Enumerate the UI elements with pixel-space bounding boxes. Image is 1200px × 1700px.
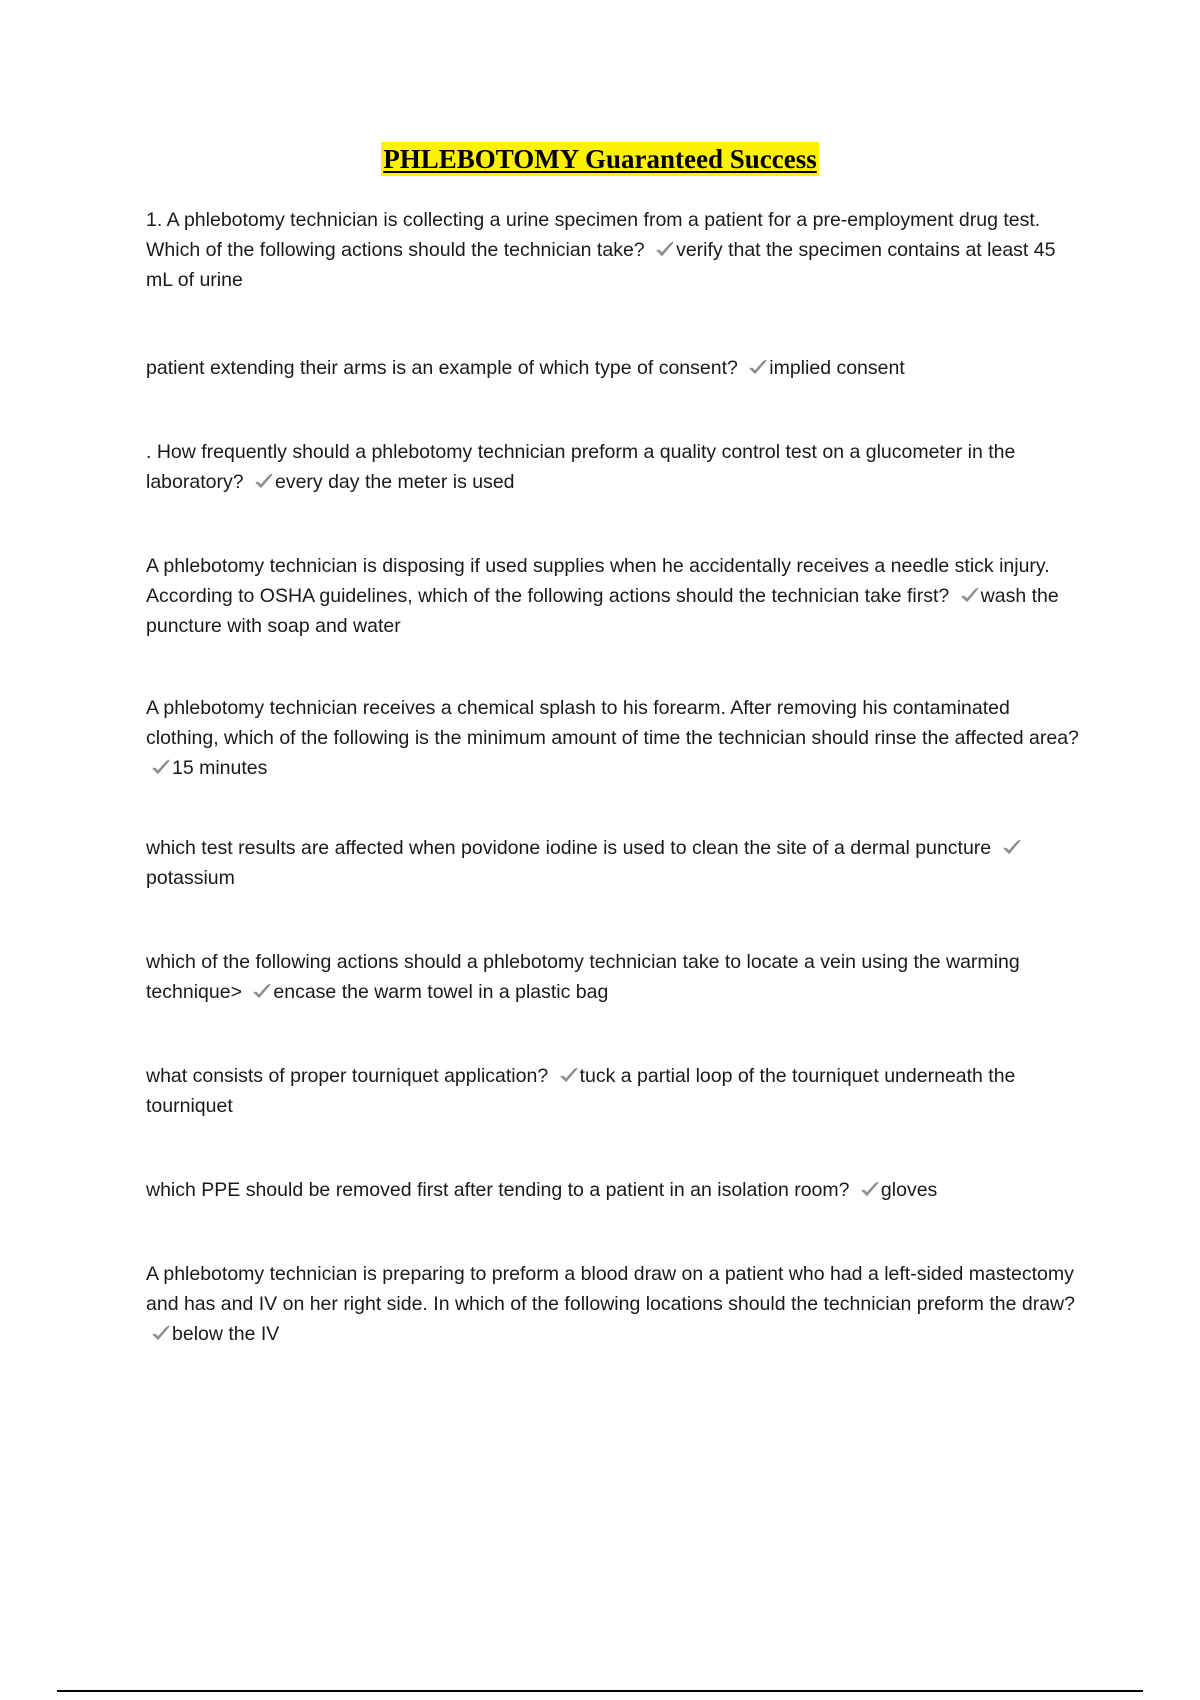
question-text: what consists of proper tourniquet application? bbox=[146, 1065, 549, 1087]
answer-text: below the IV bbox=[172, 1323, 280, 1345]
qa-item bbox=[146, 1061, 1086, 1121]
qa-item bbox=[146, 1259, 1086, 1349]
title-wrap bbox=[0, 142, 1200, 176]
check-badge-icon bbox=[150, 757, 172, 777]
check-badge-icon bbox=[253, 471, 275, 491]
answer-text: tuck a partial loop of the tourniquet underneath the tourniquet bbox=[146, 1065, 1016, 1117]
question-text: which test results are affected when povidone iodine is used to clean the site of a dermal puncture bbox=[146, 837, 992, 859]
check-badge-icon bbox=[654, 239, 676, 259]
answer-text: encase the warm towel in a plastic bag bbox=[273, 981, 609, 1003]
answer-text: potassium bbox=[146, 867, 235, 889]
page-bottom-rule bbox=[57, 1690, 1143, 1692]
qa-item bbox=[146, 353, 1086, 383]
document-title: PHLEBOTOMY Guaranteed Success bbox=[383, 144, 817, 174]
answer-text: implied consent bbox=[769, 357, 905, 379]
check-badge-icon bbox=[558, 1065, 580, 1085]
question-text: 1. A phlebotomy technician is collecting a urine specimen from a patient for a pre-employment drug test. Which of the following actions should the technician take? bbox=[146, 209, 1041, 261]
question-text: patient extending their arms is an example of which type of consent? bbox=[146, 357, 738, 379]
question-text: . How frequently should a phlebotomy technician preform a quality control test on a glucometer in the laboratory? bbox=[146, 441, 1016, 493]
answer-text: gloves bbox=[880, 1179, 938, 1201]
qa-item bbox=[146, 947, 1086, 1007]
question-text: which PPE should be removed first after tending to a patient in an isolation room? bbox=[146, 1179, 850, 1201]
answer-text: 15 minutes bbox=[172, 757, 268, 779]
check-badge-icon bbox=[150, 1323, 172, 1343]
question-text: A phlebotomy technician is preparing to preform a blood draw on a patient who had a left-sided mastectomy and has and IV on her right side. In which of the following locations should the technician preform the draw? bbox=[146, 1263, 1075, 1315]
check-badge-icon bbox=[251, 981, 273, 1001]
question-text: which of the following actions should a phlebotomy technician take to locate a vein using the warming technique> bbox=[146, 951, 1020, 1003]
qa-item bbox=[146, 551, 1086, 641]
check-badge-icon bbox=[747, 357, 769, 377]
question-text: A phlebotomy technician is disposing if used supplies when he accidentally receives a needle stick injury. According to OSHA guidelines, which of the following actions should the technician take first? bbox=[146, 555, 1050, 607]
qa-item bbox=[146, 833, 1086, 893]
answer-text: every day the meter is used bbox=[274, 471, 515, 493]
answer-text: wash the puncture with soap and water bbox=[146, 585, 1059, 637]
qa-item bbox=[146, 1175, 1086, 1205]
check-badge-icon bbox=[959, 585, 981, 605]
question-text: A phlebotomy technician receives a chemical splash to his forearm. After removing his contaminated clothing, which of the following is the minimum amount of time the technician should rinse the affected area? bbox=[146, 697, 1079, 749]
check-badge-icon bbox=[859, 1179, 881, 1199]
answer-text: verify that the specimen contains at least 45 mL of urine bbox=[146, 239, 1056, 291]
qa-item bbox=[146, 437, 1086, 497]
qa-item bbox=[146, 693, 1086, 783]
check-badge-icon bbox=[1001, 837, 1023, 857]
qa-item bbox=[146, 205, 1086, 295]
